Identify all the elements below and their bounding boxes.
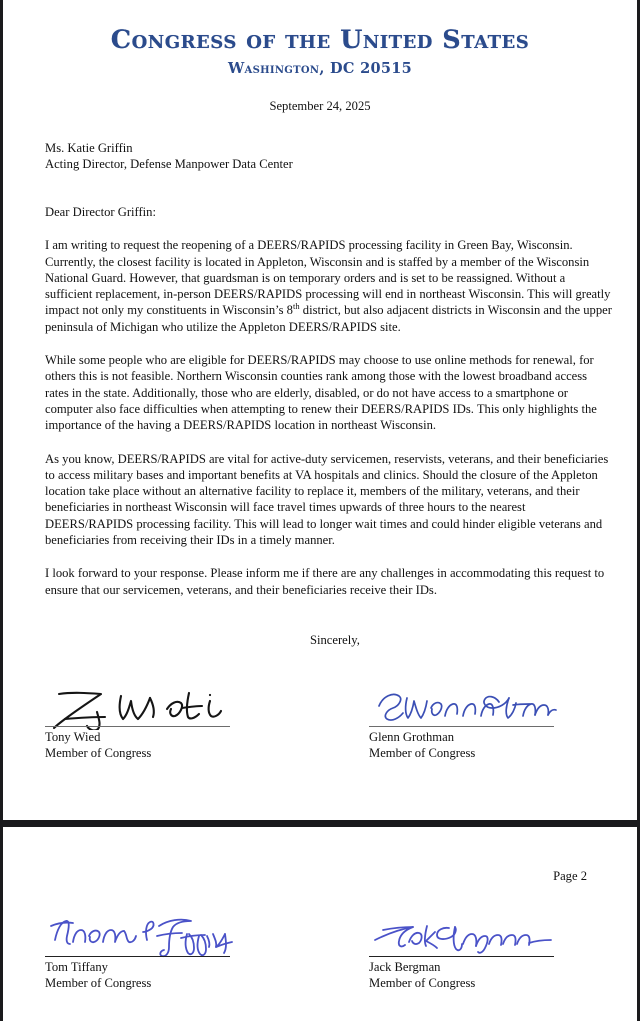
signature-line-jack-bergman — [369, 956, 554, 957]
signatory-name-jack-bergman: Jack Bergman — [369, 960, 441, 974]
signature-mark-glenn-grothman — [369, 692, 613, 726]
letterhead-congress-title: Congress of the United States — [110, 25, 530, 55]
signatory-name-tony-wied: Tony Wied — [45, 729, 101, 744]
addressee-block — [45, 140, 613, 173]
signatory-title-tony-wied: Member of Congress — [45, 746, 152, 761]
signature-row-page-1 — [3, 692, 637, 761]
closing-salutation: Sincerely, — [310, 632, 360, 647]
letterhead — [3, 0, 637, 77]
paragraph-2: While some people who are eligible for DEERS/RAPIDS may choose to use online methods for renewal, for others this is not feasible. Northern Wisconsin counties rank among those with the lowest broadband access rates in the state. Additionally, those who are elderly, disabled, or do not have access to a smartphone or computer also face difficulties when attempting to renew their DEERS/RAPIDS IDs. This only highlights the importance of the having a DEERS/RAPIDS location in northeast Wisconsin. — [45, 353, 597, 433]
signature-mark-tony-wied — [45, 692, 329, 726]
paragraph-4: I look forward to your response. Please inform me if there are any challenges in accommodating this request to ensure that our servicemen, veterans, and their beneficiaries receive their IDs. — [45, 566, 605, 597]
signatory-title-jack-bergman: Member of Congress — [369, 976, 476, 991]
paragraph-3: As you know, DEERS/RAPIDS are vital for active-duty servicemen, reservists, veterans, and their beneficiaries to access military bases and important benefits at VA hospitals and clinics. Should the closure of the Appleton location take place without an alternative facility to replace it, members of the military, veterans, and their beneficiaries in northeast Wisconsin will face travel times upwards of three hours to the nearest DEERS/RAPIDS processing facility. This will lead to longer wait times and could hinder eligible veterans and beneficiaries from receiving their IDs in a timely manner. — [45, 451, 609, 548]
letterhead-city-line: Washington, DC 20515 — [227, 59, 413, 77]
addressee-title: Acting Director, Defense Manpower Data Center — [45, 156, 293, 171]
signatory-title-glenn-grothman: Member of Congress — [369, 746, 476, 761]
letter-date: September 24, 2025 — [269, 98, 371, 113]
signature-row-page-2 — [3, 922, 637, 991]
signature-line-glenn-grothman — [369, 726, 554, 727]
signatory-name-tom-tiffany: Tom Tiffany — [45, 960, 108, 974]
signature-block-tony-wied — [45, 692, 329, 761]
letter-body — [3, 140, 637, 648]
paragraph-1-part-b: district, but also adjacent districts in Wisconsin and the upper peninsula of Michigan who utilize the Appleton DEERS/RAPIDS site. — [45, 303, 612, 334]
signature-block-tom-tiffany — [45, 922, 329, 991]
signature-block-glenn-grothman — [329, 692, 613, 761]
document-page-2 — [3, 827, 637, 1021]
signature-line-tony-wied — [45, 726, 230, 727]
signatory-name-glenn-grothman: Glenn Grothman — [369, 729, 454, 744]
page-number-label: Page 2 — [553, 869, 587, 883]
signatory-title-tom-tiffany: Member of Congress — [45, 976, 152, 991]
salutation: Dear Director Griffin: — [45, 205, 156, 220]
paragraph-1 — [45, 237, 613, 335]
addressee-name: Ms. Katie Griffin — [45, 140, 133, 155]
signature-mark-tom-tiffany — [45, 922, 329, 956]
document-page-1 — [3, 0, 637, 820]
signature-mark-jack-bergman — [369, 922, 613, 956]
signature-block-jack-bergman — [329, 922, 613, 991]
paragraph-1-part-a: I am writing to request the reopening of a DEERS/RAPIDS processing facility in Green Bay, Wisconsin. Currently, the closest facility is located in Appleton, Wisconsin and is staffed by a member of the Wisconsin National Guard. However, that guardsman is on temporary orders and is set to be reassigned. Without a sufficient replacement, in-person DEERS/RAPIDS processing will end in northeast Wisconsin. This will greatly impact not only my constituents in Wisconsin’s 8 — [45, 238, 611, 318]
signature-line-tom-tiffany — [45, 956, 230, 957]
ordinal-suffix-superscript: th — [292, 301, 300, 312]
